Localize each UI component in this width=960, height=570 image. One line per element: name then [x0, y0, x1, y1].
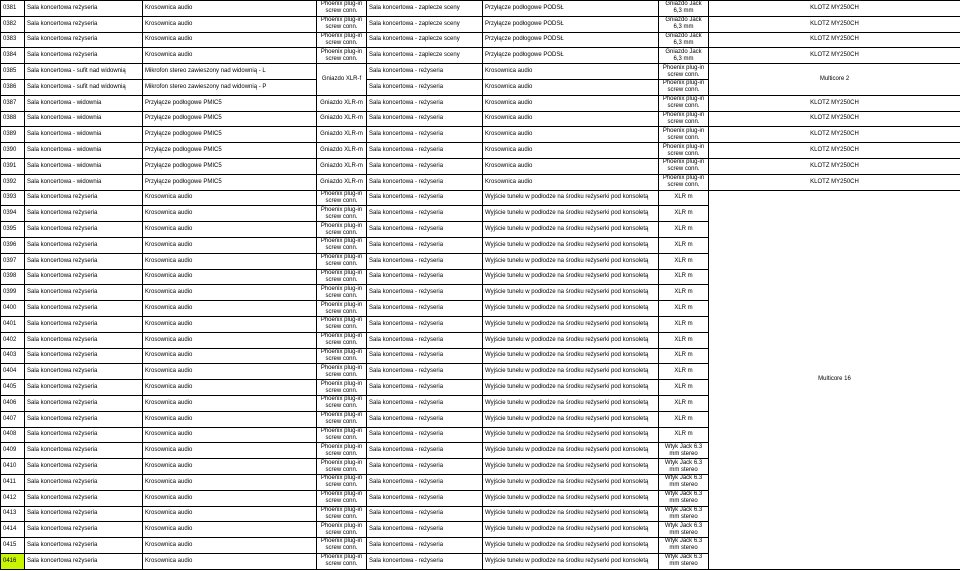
- row-number-cell: 0416: [1, 553, 25, 569]
- destination-connector-cell: Phoenix plug-in screw conn.: [659, 143, 709, 159]
- row-number-cell: 0384: [1, 48, 25, 64]
- source-device-cell: Krosownica audio: [143, 190, 317, 206]
- source-connector-cell: Gniazdo XLR-m: [317, 174, 367, 190]
- source-location-cell: Sala koncertowa reżyseria: [25, 553, 143, 569]
- row-number-cell: 0412: [1, 490, 25, 506]
- destination-location-cell: Sala koncertowa - reżyseria: [367, 348, 483, 364]
- source-connector-cell: Gniazdo XLR-m: [317, 111, 367, 127]
- cable-type-cell: Multicore 2: [709, 64, 960, 96]
- source-connector-cell: Phoenix plug-in screw conn.: [317, 522, 367, 538]
- source-connector-cell: Phoenix plug-in screw conn.: [317, 222, 367, 238]
- source-connector-cell: Phoenix plug-in screw conn.: [317, 395, 367, 411]
- cable-type-cell: KLOTZ MY250CH: [709, 16, 960, 32]
- destination-location-cell: Sala koncertowa - reżyseria: [367, 316, 483, 332]
- source-connector-cell: Phoenix plug-in screw conn.: [317, 48, 367, 64]
- source-device-cell: Krosownica audio: [143, 522, 317, 538]
- destination-location-cell: Sala koncertowa - reżyseria: [367, 206, 483, 222]
- source-location-cell: Sala koncertowa reżyseria: [25, 285, 143, 301]
- cable-type-cell: KLOTZ MY250CH: [709, 32, 960, 48]
- cable-type-cell: KLOTZ MY250CH: [709, 48, 960, 64]
- destination-connector-cell: Wtyk Jack 6.3 mm stereo: [659, 522, 709, 538]
- source-location-cell: Sala koncertowa reżyseria: [25, 332, 143, 348]
- table-row: [1, 64, 960, 80]
- destination-device-cell: Przyłącze podłogowe PODSŁ: [483, 48, 659, 64]
- destination-device-cell: Przyłącze podłogowe PODSŁ: [483, 1, 659, 17]
- source-connector-cell: Phoenix plug-in screw conn.: [317, 506, 367, 522]
- destination-device-cell: Wyjście tunelu w podłodze na środku reżyserki pod konsoletą: [483, 206, 659, 222]
- source-device-cell: Krosownica audio: [143, 490, 317, 506]
- destination-connector-cell: XLR m: [659, 222, 709, 238]
- row-number-cell: 0401: [1, 316, 25, 332]
- destination-location-cell: Sala koncertowa - reżyseria: [367, 553, 483, 569]
- row-number-cell: 0391: [1, 158, 25, 174]
- row-number-cell: 0397: [1, 253, 25, 269]
- source-location-cell: Sala koncertowa reżyseria: [25, 222, 143, 238]
- source-location-cell: Sala koncertowa reżyseria: [25, 237, 143, 253]
- source-device-cell: Krosownica audio: [143, 553, 317, 569]
- row-number-cell: 0400: [1, 301, 25, 317]
- destination-connector-cell: Phoenix plug-in screw conn.: [659, 95, 709, 111]
- source-location-cell: Sala koncertowa reżyseria: [25, 522, 143, 538]
- table-row: [1, 48, 960, 64]
- table-row: [1, 1, 960, 17]
- destination-connector-cell: XLR m: [659, 190, 709, 206]
- destination-connector-cell: Phoenix plug-in screw conn.: [659, 79, 709, 95]
- destination-device-cell: Krosownica audio: [483, 64, 659, 80]
- source-device-cell: Krosownica audio: [143, 206, 317, 222]
- source-location-cell: Sala koncertowa reżyseria: [25, 206, 143, 222]
- source-device-cell: Krosownica audio: [143, 506, 317, 522]
- source-connector-cell: Phoenix plug-in screw conn.: [317, 538, 367, 554]
- cable-type-cell: KLOTZ MY250CH: [709, 127, 960, 143]
- destination-device-cell: Krosownica audio: [483, 174, 659, 190]
- source-location-cell: Sala koncertowa - widownia: [25, 174, 143, 190]
- source-location-cell: Sala koncertowa reżyseria: [25, 411, 143, 427]
- destination-device-cell: Wyjście tunelu w podłodze na środku reżyserki pod konsoletą: [483, 348, 659, 364]
- destination-location-cell: Sala koncertowa - reżyseria: [367, 459, 483, 475]
- destination-location-cell: Sala koncertowa - zaplecze sceny: [367, 32, 483, 48]
- source-device-cell: Krosownica audio: [143, 411, 317, 427]
- destination-location-cell: Sala koncertowa - reżyseria: [367, 474, 483, 490]
- table-row: [1, 95, 960, 111]
- source-device-cell: Krosownica audio: [143, 459, 317, 475]
- destination-location-cell: Sala koncertowa - reżyseria: [367, 411, 483, 427]
- destination-device-cell: Krosownica audio: [483, 127, 659, 143]
- destination-connector-cell: Wtyk Jack 6.3 mm stereo: [659, 538, 709, 554]
- row-number-cell: 0396: [1, 237, 25, 253]
- destination-location-cell: Sala koncertowa - reżyseria: [367, 395, 483, 411]
- source-location-cell: Sala koncertowa reżyseria: [25, 443, 143, 459]
- destination-connector-cell: Gniazdo Jack 6,3 mm: [659, 48, 709, 64]
- row-number-cell: 0398: [1, 269, 25, 285]
- destination-device-cell: Krosownica audio: [483, 158, 659, 174]
- cable-type-cell: Multicore 16: [709, 190, 960, 569]
- source-device-cell: Krosownica audio: [143, 48, 317, 64]
- source-connector-cell: Phoenix plug-in screw conn.: [317, 427, 367, 443]
- destination-device-cell: Krosownica audio: [483, 111, 659, 127]
- destination-location-cell: Sala koncertowa - reżyseria: [367, 538, 483, 554]
- source-device-cell: Przyłącze podłogowe PMIC5: [143, 127, 317, 143]
- source-location-cell: Sala koncertowa reżyseria: [25, 506, 143, 522]
- source-connector-cell: Gniazdo XLR-f: [317, 64, 367, 96]
- source-location-cell: Sala koncertowa reżyseria: [25, 1, 143, 17]
- source-device-cell: Krosownica audio: [143, 474, 317, 490]
- row-number-cell: 0395: [1, 222, 25, 238]
- destination-device-cell: Wyjście tunelu w podłodze na środku reżyserki pod konsoletą: [483, 427, 659, 443]
- source-device-cell: Krosownica audio: [143, 380, 317, 396]
- source-device-cell: Krosownica audio: [143, 32, 317, 48]
- row-number-cell: 0408: [1, 427, 25, 443]
- destination-connector-cell: XLR m: [659, 427, 709, 443]
- row-number-cell: 0389: [1, 127, 25, 143]
- row-number-cell: 0381: [1, 1, 25, 17]
- row-number-cell: 0415: [1, 538, 25, 554]
- destination-location-cell: Sala koncertowa - reżyseria: [367, 143, 483, 159]
- source-location-cell: Sala koncertowa reżyseria: [25, 459, 143, 475]
- destination-connector-cell: Wtyk Jack 6.3 mm stereo: [659, 553, 709, 569]
- source-location-cell: Sala koncertowa reżyseria: [25, 348, 143, 364]
- source-connector-cell: Phoenix plug-in screw conn.: [317, 316, 367, 332]
- destination-connector-cell: XLR m: [659, 285, 709, 301]
- row-number-cell: 0411: [1, 474, 25, 490]
- row-number-cell: 0414: [1, 522, 25, 538]
- source-location-cell: Sala koncertowa reżyseria: [25, 32, 143, 48]
- source-connector-cell: Phoenix plug-in screw conn.: [317, 364, 367, 380]
- source-connector-cell: Gniazdo XLR-m: [317, 143, 367, 159]
- destination-location-cell: Sala koncertowa - reżyseria: [367, 522, 483, 538]
- source-location-cell: Sala koncertowa reżyseria: [25, 364, 143, 380]
- source-location-cell: Sala koncertowa - widownia: [25, 111, 143, 127]
- destination-location-cell: Sala koncertowa - reżyseria: [367, 64, 483, 80]
- row-number-cell: 0399: [1, 285, 25, 301]
- destination-location-cell: Sala koncertowa - reżyseria: [367, 490, 483, 506]
- row-number-cell: 0407: [1, 411, 25, 427]
- source-connector-cell: Phoenix plug-in screw conn.: [317, 253, 367, 269]
- row-number-cell: 0382: [1, 16, 25, 32]
- row-number-cell: 0392: [1, 174, 25, 190]
- source-connector-cell: Gniazdo XLR-m: [317, 127, 367, 143]
- source-location-cell: Sala koncertowa reżyseria: [25, 316, 143, 332]
- source-location-cell: Sala koncertowa - widownia: [25, 158, 143, 174]
- source-location-cell: Sala koncertowa reżyseria: [25, 474, 143, 490]
- destination-connector-cell: XLR m: [659, 395, 709, 411]
- row-number-cell: 0385: [1, 64, 25, 80]
- source-device-cell: Krosownica audio: [143, 395, 317, 411]
- destination-device-cell: Wyjście tunelu w podłodze na środku reżyserki pod konsoletą: [483, 395, 659, 411]
- row-number-cell: 0390: [1, 143, 25, 159]
- destination-connector-cell: Phoenix plug-in screw conn.: [659, 158, 709, 174]
- source-device-cell: Przyłącze podłogowe PMIC5: [143, 95, 317, 111]
- destination-connector-cell: Gniazdo Jack 6,3 mm: [659, 1, 709, 17]
- destination-device-cell: Wyjście tunelu w podłodze na środku reżyserki pod konsoletą: [483, 522, 659, 538]
- destination-device-cell: Wyjście tunelu w podłodze na środku reżyserki pod konsoletą: [483, 301, 659, 317]
- source-connector-cell: Phoenix plug-in screw conn.: [317, 459, 367, 475]
- source-device-cell: Krosownica audio: [143, 332, 317, 348]
- destination-location-cell: Sala koncertowa - reżyseria: [367, 222, 483, 238]
- source-connector-cell: Phoenix plug-in screw conn.: [317, 332, 367, 348]
- source-connector-cell: Gniazdo XLR-m: [317, 158, 367, 174]
- source-connector-cell: Phoenix plug-in screw conn.: [317, 490, 367, 506]
- source-device-cell: Krosownica audio: [143, 364, 317, 380]
- destination-device-cell: Wyjście tunelu w podłodze na środku reżyserki pod konsoletą: [483, 364, 659, 380]
- source-device-cell: Przyłącze podłogowe PMIC5: [143, 174, 317, 190]
- source-device-cell: Przyłącze podłogowe PMIC5: [143, 143, 317, 159]
- table-row: [1, 32, 960, 48]
- destination-device-cell: Wyjście tunelu w podłodze na środku reżyserki pod konsoletą: [483, 459, 659, 475]
- destination-location-cell: Sala koncertowa - reżyseria: [367, 285, 483, 301]
- row-number-cell: 0394: [1, 206, 25, 222]
- destination-location-cell: Sala koncertowa - reżyseria: [367, 174, 483, 190]
- source-location-cell: Sala koncertowa reżyseria: [25, 190, 143, 206]
- source-device-cell: Krosownica audio: [143, 237, 317, 253]
- cable-type-cell: KLOTZ MY250CH: [709, 95, 960, 111]
- destination-location-cell: Sala koncertowa - reżyseria: [367, 380, 483, 396]
- cable-type-cell: KLOTZ MY250CH: [709, 1, 960, 17]
- destination-connector-cell: Phoenix plug-in screw conn.: [659, 64, 709, 80]
- source-device-cell: Krosownica audio: [143, 16, 317, 32]
- destination-device-cell: Krosownica audio: [483, 79, 659, 95]
- source-location-cell: Sala koncertowa reżyseria: [25, 380, 143, 396]
- source-connector-cell: Phoenix plug-in screw conn.: [317, 443, 367, 459]
- table-row: [1, 16, 960, 32]
- destination-location-cell: Sala koncertowa - reżyseria: [367, 127, 483, 143]
- table-row: [1, 143, 960, 159]
- source-device-cell: Krosownica audio: [143, 316, 317, 332]
- destination-connector-cell: Phoenix plug-in screw conn.: [659, 111, 709, 127]
- destination-device-cell: Wyjście tunelu w podłodze na środku reżyserki pod konsoletą: [483, 237, 659, 253]
- destination-device-cell: Krosownica audio: [483, 143, 659, 159]
- source-location-cell: Sala koncertowa reżyseria: [25, 48, 143, 64]
- row-number-cell: 0413: [1, 506, 25, 522]
- source-location-cell: Sala koncertowa reżyseria: [25, 253, 143, 269]
- destination-connector-cell: Gniazdo Jack 6,3 mm: [659, 32, 709, 48]
- source-connector-cell: Phoenix plug-in screw conn.: [317, 553, 367, 569]
- source-device-cell: Krosownica audio: [143, 1, 317, 17]
- destination-device-cell: Wyjście tunelu w podłodze na środku reżyserki pod konsoletą: [483, 190, 659, 206]
- source-device-cell: Krosownica audio: [143, 269, 317, 285]
- destination-device-cell: Wyjście tunelu w podłodze na środku reżyserki pod konsoletą: [483, 380, 659, 396]
- table-row: [1, 158, 960, 174]
- destination-location-cell: Sala koncertowa - reżyseria: [367, 364, 483, 380]
- destination-connector-cell: XLR m: [659, 269, 709, 285]
- source-device-cell: Krosownica audio: [143, 301, 317, 317]
- destination-location-cell: Sala koncertowa - reżyseria: [367, 269, 483, 285]
- destination-connector-cell: XLR m: [659, 364, 709, 380]
- destination-location-cell: Sala koncertowa - reżyseria: [367, 190, 483, 206]
- destination-location-cell: Sala koncertowa - reżyseria: [367, 79, 483, 95]
- table-row: [1, 190, 960, 206]
- source-device-cell: Przyłącze podłogowe PMIC5: [143, 158, 317, 174]
- row-number-cell: 0409: [1, 443, 25, 459]
- source-location-cell: Sala koncertowa - sufit nad widownią: [25, 79, 143, 95]
- source-connector-cell: Phoenix plug-in screw conn.: [317, 32, 367, 48]
- source-location-cell: Sala koncertowa reżyseria: [25, 269, 143, 285]
- destination-device-cell: Przyłącze podłogowe PODSŁ: [483, 32, 659, 48]
- row-number-cell: 0404: [1, 364, 25, 380]
- destination-location-cell: Sala koncertowa - reżyseria: [367, 95, 483, 111]
- destination-location-cell: Sala koncertowa - reżyseria: [367, 301, 483, 317]
- destination-connector-cell: XLR m: [659, 206, 709, 222]
- destination-connector-cell: Wtyk Jack 6.3 mm stereo: [659, 474, 709, 490]
- source-location-cell: Sala koncertowa reżyseria: [25, 395, 143, 411]
- row-number-cell: 0406: [1, 395, 25, 411]
- source-location-cell: Sala koncertowa reżyseria: [25, 427, 143, 443]
- source-connector-cell: Phoenix plug-in screw conn.: [317, 1, 367, 17]
- destination-location-cell: Sala koncertowa - reżyseria: [367, 111, 483, 127]
- source-device-cell: Krosownica audio: [143, 222, 317, 238]
- row-number-cell: 0393: [1, 190, 25, 206]
- destination-device-cell: Wyjście tunelu w podłodze na środku reżyserki pod konsoletą: [483, 222, 659, 238]
- destination-connector-cell: Wtyk Jack 6.3 mm stereo: [659, 443, 709, 459]
- destination-device-cell: Wyjście tunelu w podłodze na środku reżyserki pod konsoletą: [483, 474, 659, 490]
- row-number-cell: 0402: [1, 332, 25, 348]
- destination-connector-cell: XLR m: [659, 348, 709, 364]
- source-connector-cell: Phoenix plug-in screw conn.: [317, 206, 367, 222]
- destination-connector-cell: Gniazdo Jack 6,3 mm: [659, 16, 709, 32]
- destination-location-cell: Sala koncertowa - zaplecze sceny: [367, 1, 483, 17]
- destination-device-cell: Krosownica audio: [483, 95, 659, 111]
- destination-location-cell: Sala koncertowa - reżyseria: [367, 253, 483, 269]
- row-number-cell: 0387: [1, 95, 25, 111]
- destination-device-cell: Wyjście tunelu w podłodze na środku reżyserki pod konsoletą: [483, 285, 659, 301]
- destination-device-cell: Wyjście tunelu w podłodze na środku reżyserki pod konsoletą: [483, 316, 659, 332]
- row-number-cell: 0405: [1, 380, 25, 396]
- source-device-cell: Krosownica audio: [143, 285, 317, 301]
- destination-connector-cell: XLR m: [659, 301, 709, 317]
- destination-device-cell: Wyjście tunelu w podłodze na środku reżyserki pod konsoletą: [483, 506, 659, 522]
- source-connector-cell: Phoenix plug-in screw conn.: [317, 474, 367, 490]
- cable-type-cell: KLOTZ MY250CH: [709, 143, 960, 159]
- destination-location-cell: Sala koncertowa - reżyseria: [367, 506, 483, 522]
- source-connector-cell: Phoenix plug-in screw conn.: [317, 237, 367, 253]
- source-device-cell: Krosownica audio: [143, 427, 317, 443]
- source-device-cell: Krosownica audio: [143, 538, 317, 554]
- destination-connector-cell: Wtyk Jack 6.3 mm stereo: [659, 490, 709, 506]
- destination-location-cell: Sala koncertowa - reżyseria: [367, 237, 483, 253]
- destination-device-cell: Wyjście tunelu w podłodze na środku reżyserki pod konsoletą: [483, 253, 659, 269]
- destination-connector-cell: Wtyk Jack 6.3 mm stereo: [659, 506, 709, 522]
- source-device-cell: Krosownica audio: [143, 253, 317, 269]
- destination-location-cell: Sala koncertowa - reżyseria: [367, 443, 483, 459]
- destination-connector-cell: Wtyk Jack 6.3 mm stereo: [659, 459, 709, 475]
- destination-connector-cell: XLR m: [659, 237, 709, 253]
- source-connector-cell: Phoenix plug-in screw conn.: [317, 348, 367, 364]
- destination-device-cell: Wyjście tunelu w podłodze na środku reżyserki pod konsoletą: [483, 553, 659, 569]
- destination-connector-cell: XLR m: [659, 332, 709, 348]
- destination-connector-cell: XLR m: [659, 411, 709, 427]
- row-number-cell: 0410: [1, 459, 25, 475]
- source-device-cell: Mikrofon stereo zawieszony nad widownią - L: [143, 64, 317, 80]
- destination-connector-cell: XLR m: [659, 380, 709, 396]
- destination-connector-cell: Phoenix plug-in screw conn.: [659, 174, 709, 190]
- cable-type-cell: KLOTZ MY250CH: [709, 174, 960, 190]
- table-row: [1, 127, 960, 143]
- table-row: [1, 111, 960, 127]
- source-location-cell: Sala koncertowa - sufit nad widownią: [25, 64, 143, 80]
- destination-device-cell: Wyjście tunelu w podłodze na środku reżyserki pod konsoletą: [483, 332, 659, 348]
- source-connector-cell: Gniazdo XLR-m: [317, 95, 367, 111]
- source-device-cell: Krosownica audio: [143, 443, 317, 459]
- source-connector-cell: Phoenix plug-in screw conn.: [317, 411, 367, 427]
- source-connector-cell: Phoenix plug-in screw conn.: [317, 16, 367, 32]
- destination-connector-cell: XLR m: [659, 253, 709, 269]
- destination-location-cell: Sala koncertowa - reżyseria: [367, 427, 483, 443]
- source-connector-cell: Phoenix plug-in screw conn.: [317, 190, 367, 206]
- destination-device-cell: Wyjście tunelu w podłodze na środku reżyserki pod konsoletą: [483, 411, 659, 427]
- destination-location-cell: Sala koncertowa - reżyseria: [367, 332, 483, 348]
- row-number-cell: 0388: [1, 111, 25, 127]
- cable-type-cell: KLOTZ MY250CH: [709, 111, 960, 127]
- source-device-cell: Mikrofon stereo zawieszony nad widownią - P: [143, 79, 317, 95]
- destination-connector-cell: Phoenix plug-in screw conn.: [659, 127, 709, 143]
- source-connector-cell: Phoenix plug-in screw conn.: [317, 380, 367, 396]
- destination-location-cell: Sala koncertowa - reżyseria: [367, 158, 483, 174]
- destination-location-cell: Sala koncertowa - zaplecze sceny: [367, 16, 483, 32]
- destination-connector-cell: XLR m: [659, 316, 709, 332]
- destination-device-cell: Wyjście tunelu w podłodze na środku reżyserki pod konsoletą: [483, 490, 659, 506]
- source-location-cell: Sala koncertowa reżyseria: [25, 538, 143, 554]
- destination-device-cell: Wyjście tunelu w podłodze na środku reżyserki pod konsoletą: [483, 443, 659, 459]
- row-number-cell: 0383: [1, 32, 25, 48]
- destination-location-cell: Sala koncertowa - zaplecze sceny: [367, 48, 483, 64]
- source-location-cell: Sala koncertowa - widownia: [25, 95, 143, 111]
- table-row: [1, 174, 960, 190]
- source-location-cell: Sala koncertowa - widownia: [25, 127, 143, 143]
- source-connector-cell: Phoenix plug-in screw conn.: [317, 269, 367, 285]
- row-number-cell: 0403: [1, 348, 25, 364]
- destination-device-cell: Wyjście tunelu w podłodze na środku reżyserki pod konsoletą: [483, 538, 659, 554]
- source-location-cell: Sala koncertowa reżyseria: [25, 490, 143, 506]
- source-location-cell: Sala koncertowa reżyseria: [25, 301, 143, 317]
- source-connector-cell: Phoenix plug-in screw conn.: [317, 301, 367, 317]
- destination-device-cell: Wyjście tunelu w podłodze na środku reżyserki pod konsoletą: [483, 269, 659, 285]
- destination-device-cell: Przyłącze podłogowe PODSŁ: [483, 16, 659, 32]
- source-device-cell: Przyłącze podłogowe PMIC5: [143, 111, 317, 127]
- cable-type-cell: KLOTZ MY250CH: [709, 158, 960, 174]
- source-location-cell: Sala koncertowa reżyseria: [25, 16, 143, 32]
- source-connector-cell: Phoenix plug-in screw conn.: [317, 285, 367, 301]
- source-location-cell: Sala koncertowa - widownia: [25, 143, 143, 159]
- source-device-cell: Krosownica audio: [143, 348, 317, 364]
- row-number-cell: 0386: [1, 79, 25, 95]
